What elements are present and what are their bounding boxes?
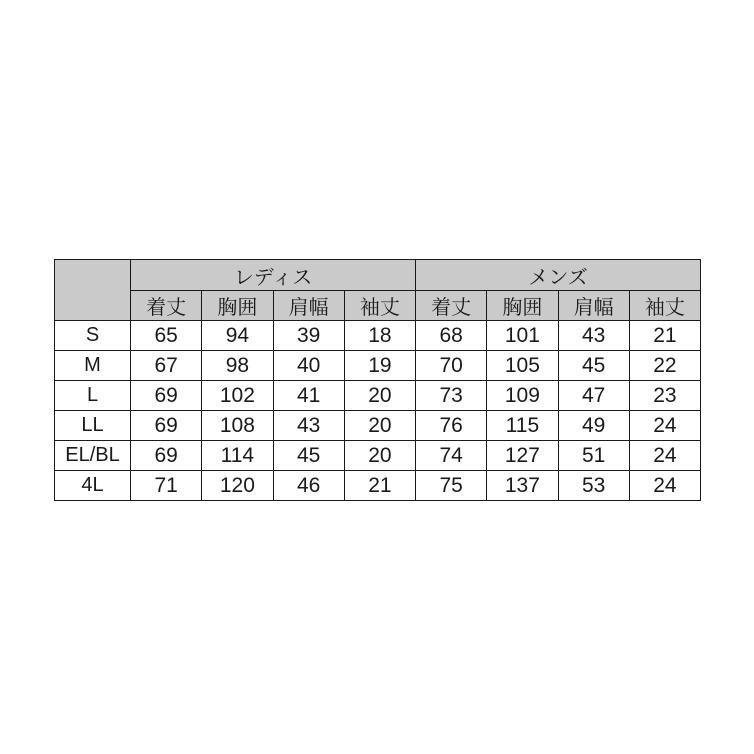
column-header-ladies-sleeve: 袖丈 bbox=[344, 291, 415, 321]
size-label: L bbox=[55, 381, 131, 411]
corner-cell bbox=[55, 260, 131, 321]
measurement-cell: 53 bbox=[558, 471, 629, 501]
size-label: EL/BL bbox=[55, 441, 131, 471]
measurement-cell: 73 bbox=[416, 381, 487, 411]
column-header-mens-sleeve: 袖丈 bbox=[629, 291, 700, 321]
column-header-ladies-shoulder: 肩幅 bbox=[273, 291, 344, 321]
size-chart-body bbox=[55, 321, 701, 501]
measurement-cell: 102 bbox=[202, 381, 273, 411]
group-header-mens: メンズ bbox=[416, 260, 701, 291]
table-row-l bbox=[55, 381, 701, 411]
measurement-cell: 65 bbox=[131, 321, 202, 351]
measurement-cell: 18 bbox=[344, 321, 415, 351]
measurement-cell: 43 bbox=[273, 411, 344, 441]
measurement-cell: 68 bbox=[416, 321, 487, 351]
measurement-cell: 94 bbox=[202, 321, 273, 351]
size-label: M bbox=[55, 351, 131, 381]
measurement-cell: 20 bbox=[344, 381, 415, 411]
measurement-cell: 21 bbox=[344, 471, 415, 501]
measurement-cell: 45 bbox=[558, 351, 629, 381]
measurement-cell: 24 bbox=[629, 411, 700, 441]
measurement-cell: 101 bbox=[487, 321, 558, 351]
measurement-cell: 24 bbox=[629, 471, 700, 501]
table-row-ll bbox=[55, 411, 701, 441]
table-row-s bbox=[55, 321, 701, 351]
measurement-cell: 74 bbox=[416, 441, 487, 471]
measurement-cell: 120 bbox=[202, 471, 273, 501]
measurement-cell: 108 bbox=[202, 411, 273, 441]
measurement-cell: 69 bbox=[131, 411, 202, 441]
measurement-cell: 109 bbox=[487, 381, 558, 411]
measurement-cell: 51 bbox=[558, 441, 629, 471]
measurement-cell: 20 bbox=[344, 411, 415, 441]
group-header-row bbox=[55, 260, 701, 291]
measurement-cell: 115 bbox=[487, 411, 558, 441]
table-row-4l bbox=[55, 471, 701, 501]
measurement-cell: 46 bbox=[273, 471, 344, 501]
table-row-m bbox=[55, 351, 701, 381]
size-label: S bbox=[55, 321, 131, 351]
measurement-cell: 19 bbox=[344, 351, 415, 381]
measurement-cell: 114 bbox=[202, 441, 273, 471]
measurement-cell: 105 bbox=[487, 351, 558, 381]
measurement-cell: 137 bbox=[487, 471, 558, 501]
measurement-cell: 20 bbox=[344, 441, 415, 471]
measurement-cell: 23 bbox=[629, 381, 700, 411]
measurement-cell: 70 bbox=[416, 351, 487, 381]
column-header-mens-chest: 胸囲 bbox=[487, 291, 558, 321]
measurement-cell: 49 bbox=[558, 411, 629, 441]
measurement-cell: 39 bbox=[273, 321, 344, 351]
size-label: LL bbox=[55, 411, 131, 441]
measurement-cell: 22 bbox=[629, 351, 700, 381]
column-header-mens-length: 着丈 bbox=[416, 291, 487, 321]
column-header-mens-shoulder: 肩幅 bbox=[558, 291, 629, 321]
measurement-cell: 47 bbox=[558, 381, 629, 411]
measurement-cell: 67 bbox=[131, 351, 202, 381]
measurement-cell: 76 bbox=[416, 411, 487, 441]
measure-header-row bbox=[55, 291, 701, 321]
measurement-cell: 21 bbox=[629, 321, 700, 351]
measurement-cell: 98 bbox=[202, 351, 273, 381]
column-header-ladies-length: 着丈 bbox=[131, 291, 202, 321]
measurement-cell: 71 bbox=[131, 471, 202, 501]
measurement-cell: 43 bbox=[558, 321, 629, 351]
column-header-ladies-chest: 胸囲 bbox=[202, 291, 273, 321]
measurement-cell: 40 bbox=[273, 351, 344, 381]
table-row-el-bl bbox=[55, 441, 701, 471]
size-chart-table bbox=[54, 259, 701, 501]
group-header-ladies: レディス bbox=[131, 260, 416, 291]
measurement-cell: 69 bbox=[131, 381, 202, 411]
measurement-cell: 75 bbox=[416, 471, 487, 501]
measurement-cell: 41 bbox=[273, 381, 344, 411]
measurement-cell: 24 bbox=[629, 441, 700, 471]
measurement-cell: 127 bbox=[487, 441, 558, 471]
measurement-cell: 69 bbox=[131, 441, 202, 471]
size-label: 4L bbox=[55, 471, 131, 501]
measurement-cell: 45 bbox=[273, 441, 344, 471]
